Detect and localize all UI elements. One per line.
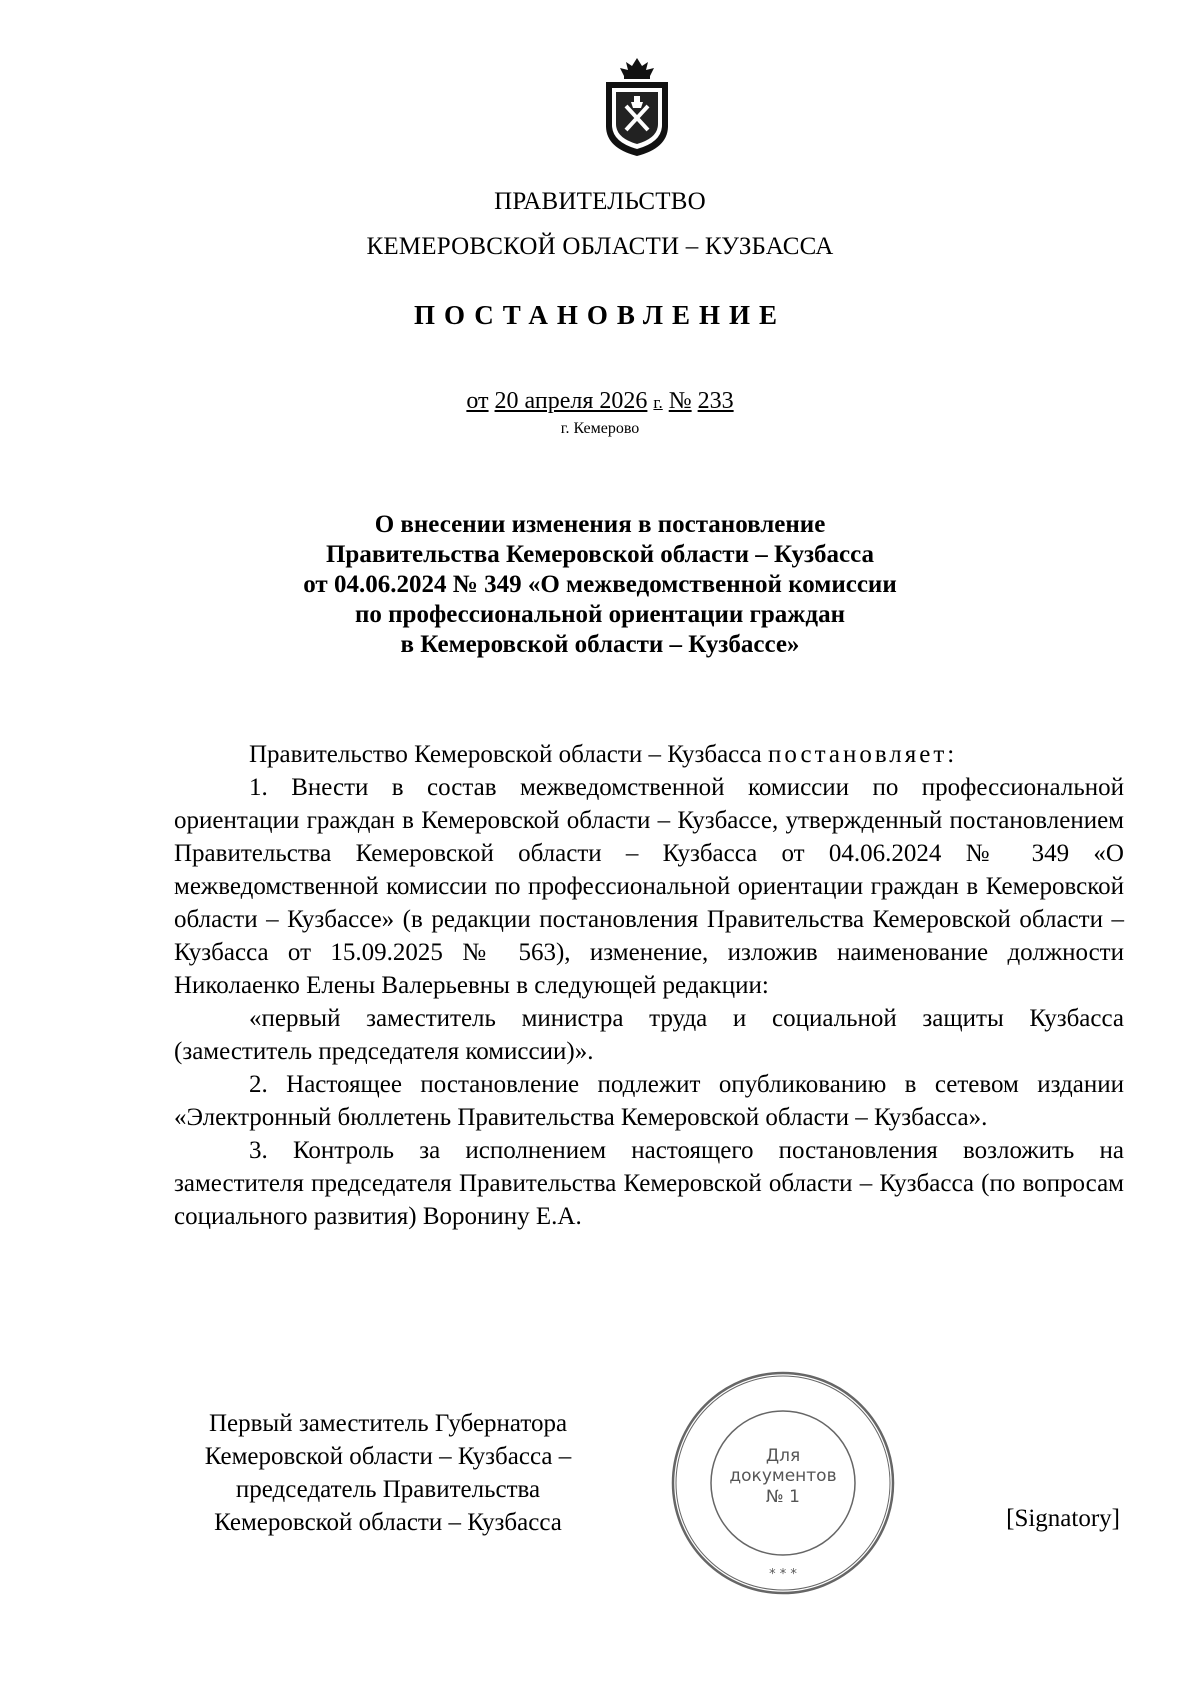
paragraph-1: 1. Внести в состав межведомственной комиссии по профессиональной ориентации граждан в Кемеровской области – Кузбассе, утвержденный постановлением Правительства Кемеровской области – Кузбасса от 04.06.2024 № 349 «О межведомственной комиссии по профессиональной ориентации граждан в Кемеровской области – Кузбассе» (в редакции постановления Правительства Кемеровской области – Кузбасса от 15.09.2025 № 563), изменение, изложив наименование должности Николаенко Елены Валерьевны в следующей редакции: bbox=[174, 774, 1124, 999]
title-line: О внесении изменения в постановление bbox=[374, 511, 826, 538]
document-title bbox=[250, 510, 950, 660]
document-type-heading: ПОСТАНОВЛЕНИЕ bbox=[413, 300, 787, 330]
title-line: в Кемеровской области – Кузбассе» bbox=[400, 631, 800, 658]
seal-line: документов bbox=[729, 1466, 837, 1486]
date-prefix: от bbox=[466, 388, 489, 414]
org-name-line1: ПРАВИТЕЛЬСТВО bbox=[494, 188, 706, 215]
signatory-position bbox=[168, 1407, 608, 1539]
org-name-line2: КЕМЕРОВСКОЙ ОБЛАСТИ – КУЗБАССА bbox=[366, 233, 834, 260]
intro-resolves: постановляет: bbox=[768, 741, 958, 768]
position-line: Первый заместитель Губернатора bbox=[208, 1410, 568, 1437]
seal-line: № 1 bbox=[766, 1487, 800, 1507]
document-number: 233 bbox=[697, 388, 734, 414]
seal-stars: * * * bbox=[769, 1567, 797, 1582]
city: г. Кемерово bbox=[560, 420, 640, 437]
date-number-line bbox=[0, 388, 1200, 415]
position-line: Кемеровской области – Кузбасса – bbox=[204, 1443, 572, 1470]
paragraph-3: 3. Контроль за исполнением настоящего постановления возложить на заместителя председателя Правительства Кемеровской области – Кузбасса (по вопросам социального развития) Воронину Е.А. bbox=[174, 1137, 1124, 1230]
number-prefix: № bbox=[668, 388, 692, 414]
position-line: председатель Правительства bbox=[235, 1476, 541, 1503]
position-line: Кемеровской области – Кузбасса bbox=[214, 1509, 562, 1536]
document-date: 20 апреля 2026 bbox=[494, 388, 648, 414]
signatory-name: [Signatory] bbox=[1006, 1505, 1120, 1532]
intro-text: Правительство Кемеровской области – Кузбасса bbox=[249, 741, 762, 768]
paragraph-2: 2. Настоящее постановление подлежит опубликованию в сетевом издании «Электронный бюллетень Правительства Кемеровской области – Кузбасса». bbox=[174, 1071, 1124, 1131]
seal-line: Для bbox=[765, 1446, 801, 1466]
title-line: Правительства Кемеровской области – Кузбасса bbox=[325, 541, 875, 568]
document-body bbox=[174, 738, 1124, 1233]
title-line: по профессиональной ориентации граждан bbox=[355, 601, 845, 628]
date-suffix: г. bbox=[653, 393, 663, 412]
title-line: от 04.06.2024 № 349 «О межведомственной комиссии bbox=[303, 571, 897, 598]
paragraph-quote: «первый заместитель министра труда и социальной защиты Кузбасса (заместитель председателя комиссии)». bbox=[174, 1005, 1124, 1065]
coat-of-arms-emblem bbox=[598, 56, 676, 158]
intro-paragraph bbox=[174, 738, 1124, 771]
placeholder-seal bbox=[668, 1368, 898, 1598]
